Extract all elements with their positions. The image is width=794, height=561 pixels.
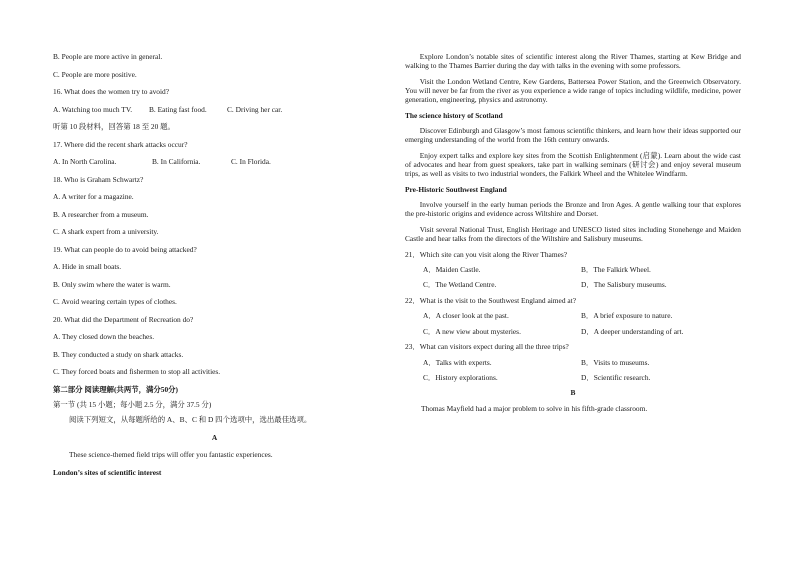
option-b: B．Visits to museums.	[581, 357, 650, 367]
question-23-options-row	[405, 373, 741, 382]
option-d: D．The Salisbury museums.	[581, 280, 667, 290]
question-16-options	[53, 105, 376, 114]
paragraph: Visit several National Trust, English Heritage and UNESCO listed sites including Stonehenge and Maiden Castle and hear talks from the directors of the Wiltshire and Salisbury museums.	[405, 224, 741, 244]
option-a: A. In North Carolina.	[53, 157, 117, 166]
material-note: 听第 10 段材料，回答第 18 至 20 题。	[53, 122, 175, 131]
right-column	[405, 52, 741, 413]
option-line: B. People are more active in general.	[53, 52, 163, 61]
question-18: 18. Who is Graham Schwartz?	[53, 174, 144, 184]
paragraph: Discover Edinburgh and Glasgow’s most famous scientific thinkers, and learn how their ideas supported our emerging understanding of the world from the 16th century onwards.	[405, 126, 741, 145]
question-17-options	[53, 157, 376, 166]
option-b: B．The Falkirk Wheel.	[581, 264, 651, 274]
paragraph: Visit the London Wetland Centre, Kew Gardens, Battersea Power Station, and the Greenwich Observatory. You will never be far from the river as you experience a wide range of topics including wildlife, medicine, power generation, engineering, physics and astronomy.	[405, 76, 741, 105]
question-22-options-row	[405, 327, 741, 336]
passage-b-label: B	[570, 388, 576, 398]
passage-intro: These science-themed field trips will offer you fantastic experiences.	[69, 450, 273, 460]
instructions: 阅读下列短文，从每题所给的 A、B、C 和 D 四个选项中，选出最佳选项。	[69, 415, 312, 425]
option-a: A. They closed down the beaches.	[53, 332, 155, 341]
paragraph: Explore London’s notable sites of scientific interest along the River Thames, starting at Kew Bridge and walking to the Thames Barrier during the day with talks in the evening with some professors.	[405, 52, 741, 71]
left-column	[53, 52, 376, 477]
section-heading: London’s sites of scientific interest	[53, 467, 162, 477]
option-c: C．History explorations.	[423, 373, 498, 382]
option-b: B. Eating fast food.	[149, 104, 207, 114]
question-23: 23．What can visitors expect during all the three trips?	[405, 342, 569, 352]
option-a: A. A writer for a magazine.	[53, 192, 134, 201]
option-a: A．Talks with experts.	[423, 357, 492, 367]
option-b: B. A researcher from a museum.	[53, 209, 149, 219]
option-c: C. A shark expert from a university.	[53, 227, 159, 236]
option-a: A．A closer look at the past.	[423, 311, 509, 321]
option-b: B. In California.	[152, 157, 201, 166]
option-a: A. Watching too much TV.	[53, 104, 133, 114]
question-16: 16. What does the women try to avoid?	[53, 87, 170, 96]
paragraph: Enjoy expert talks and explore key sites from the Scottish Enlightenment (启蒙). Learn about the wide cast of advocates and hear from guest speakers, take part in walking seminars (研讨会) and enjoy several museum trips, as well as visits to two industrial wonders, the Falkirk Wheel and the Whitelee Windfarm.	[405, 150, 741, 179]
question-21: 21．Which site can you visit along the River Thames?	[405, 249, 568, 259]
passage-b-first-line: Thomas Mayfield had a major problem to solve in his fifth-grade classroom.	[421, 403, 648, 413]
question-17: 17. Where did the recent shark attacks occur?	[53, 139, 188, 149]
option-c: C. They forced boats and fishermen to stop all activities.	[53, 367, 221, 376]
option-a: A. Hide in small boats.	[53, 262, 122, 271]
section-heading: Pre-Historic Southwest England	[405, 184, 507, 194]
section-one-heading: 第一节 (共 15 小题；每小题 2.5 分，满分 37.5 分)	[53, 399, 212, 409]
part-two-heading: 第二部分 阅读理解(共两节，满分50分)	[53, 384, 179, 394]
section-heading: The science history of Scotland	[405, 110, 503, 120]
option-b: B. They conducted a study on shark attacks.	[53, 349, 184, 359]
option-b: B. Only swim where the water is warm.	[53, 279, 171, 289]
question-20: 20. What did the Department of Recreation do?	[53, 314, 194, 324]
option-c: C. Driving her car.	[227, 104, 283, 114]
option-b: B．A brief exposure to nature.	[581, 311, 673, 321]
question-21-options-row	[405, 265, 741, 274]
question-23-options-row	[405, 358, 741, 367]
question-19: 19. What can people do to avoid being attacked?	[53, 244, 197, 254]
option-d: D．A deeper understanding of art.	[581, 326, 684, 336]
question-21-options-row	[405, 280, 741, 289]
option-c: C．A new view about mysteries.	[423, 326, 521, 336]
option-c: C. In Florida.	[231, 157, 271, 166]
option-c: C．The Wetland Centre.	[423, 280, 497, 290]
option-d: D．Scientific research.	[581, 373, 651, 382]
paragraph: Involve yourself in the early human periods the Bronze and Iron Ages. A gentle walking tour that explores the pre-historic origins and evidence across Wiltshire and Dorset.	[405, 200, 741, 219]
question-22-options-row	[405, 311, 741, 320]
question-22: 22．What is the visit to the Southwest England aimed at?	[405, 295, 576, 305]
passage-a-label: A	[211, 432, 218, 442]
option-line: C. People are more positive.	[53, 69, 137, 79]
option-a: A．Maiden Castle.	[423, 264, 481, 274]
option-c: C. Avoid wearing certain types of clothes.	[53, 297, 177, 306]
